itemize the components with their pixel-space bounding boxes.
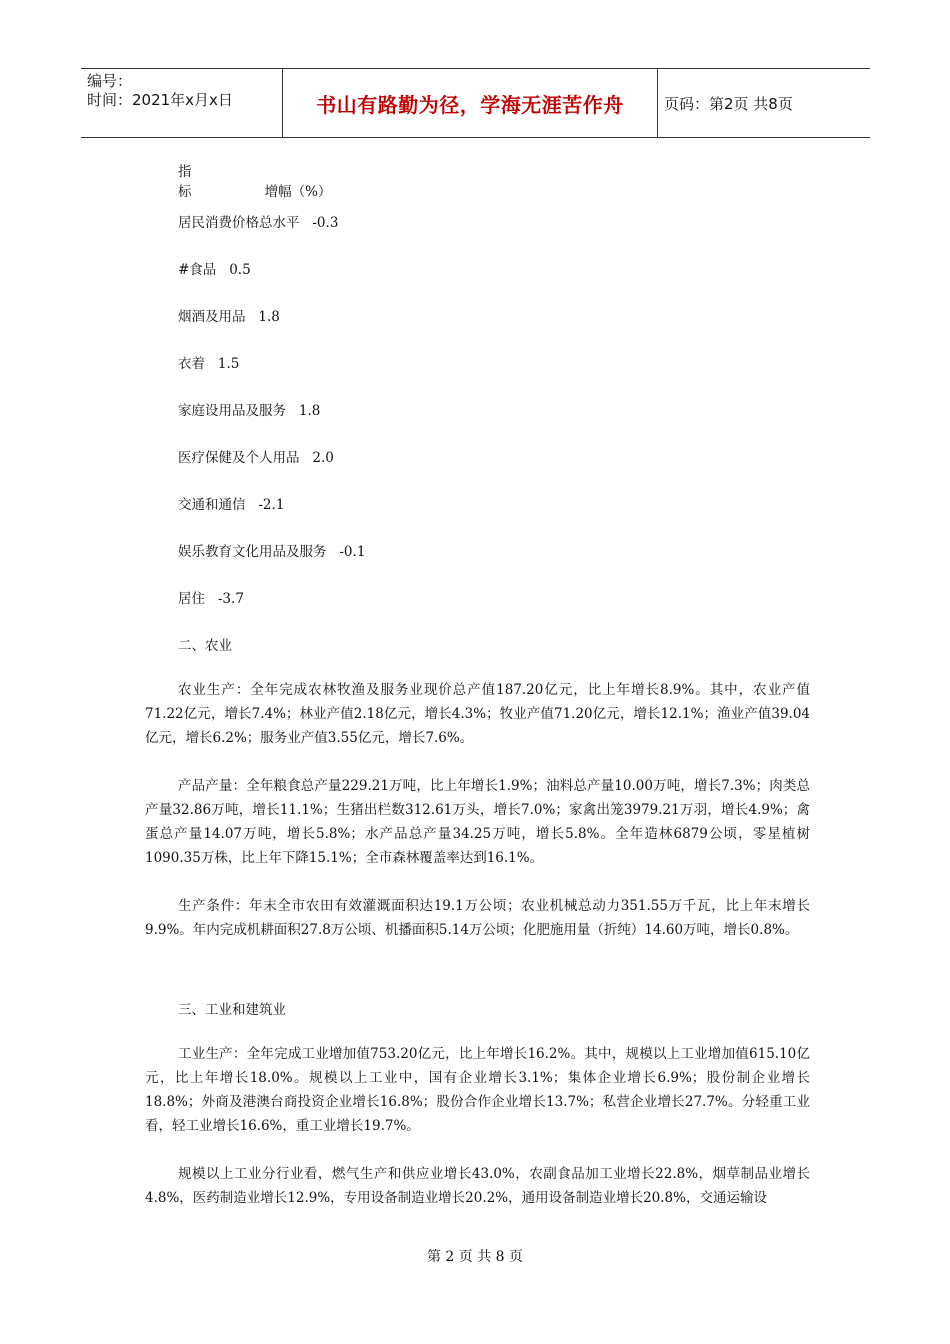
page-footer: 第 2 页 共 8 页 [426, 1249, 524, 1265]
indicator-name: 交通和通信 [178, 497, 246, 513]
indicator-name: 居民消费价格总水平 [178, 215, 300, 231]
paragraph: 产品产量：全年粮食总产量229.21万吨，比上年增长1.9%；油料总产量10.00万吨，增长7.3%；肉类总产量32.86万吨，增长11.1%；生猪出栏数312.61万头，增长7.0%；家禽出笼3979.21万羽，增长4.9%；禽蛋总产量14.07万吨，增长5.8%；水产品总产量34.25万吨，增长5.8%。全年造林6879公顷，零星植树1090.35万株，比上年下降15.1%；全市森林覆盖率达到16.1%。 [145, 778, 810, 866]
header-motto: 书山有路勤为径，学海无涯苦作舟 [316, 92, 624, 117]
header-page-info: 页码：第2页 共8页 [664, 94, 793, 113]
indicator-row [178, 587, 244, 607]
indicator-row [178, 258, 251, 278]
paragraph: 农业生产：全年完成农林牧渔及服务业现价总产值187.20亿元，比上年增长8.9%。其中，农业产值71.22亿元，增长7.4%；林业产值2.18亿元，增长4.3%；牧业产值71.20亿元，增长12.1%；渔业产值39.04亿元，增长6.2%；服务业产值3.55亿元，增长7.6%。 [145, 682, 810, 746]
indicator-column-name: 指 标 [178, 164, 219, 200]
indicator-value: -0.3 [312, 215, 339, 231]
indicator-value: -2.1 [258, 497, 285, 513]
indicator-value: 1.8 [258, 309, 280, 325]
document-code-label: 编号： [87, 72, 133, 90]
indicator-value: 2.0 [312, 450, 334, 466]
indicator-name: 家庭设用品及服务 [178, 403, 286, 419]
indicator-name: 娱乐教育文化用品及服务 [178, 544, 327, 560]
header-meta-cell [81, 69, 283, 137]
indicator-value: -0.1 [339, 544, 366, 560]
paragraph: 工业生产：全年完成工业增加值753.20亿元，比上年增长16.2%。其中，规模以上工业增加值615.10亿元，比上年增长18.0%。规模以上工业中，国有企业增长3.1%；集体企业增长6.9%；股份制企业增长18.8%；外商及港澳台商投资企业增长16.8%；股份合作企业增长13.7%；私营企业增长27.7%。分轻重工业看，轻工业增长16.6%，重工业增长19.7%。 [145, 1046, 810, 1134]
indicator-value: 1.8 [298, 403, 321, 419]
indicator-row [178, 446, 334, 466]
page-header [81, 68, 870, 138]
indicator-row [178, 399, 320, 419]
indicator-column-value: 增幅（%） [264, 184, 332, 200]
indicator-value: 0.5 [229, 262, 251, 278]
header-motto-cell [283, 69, 658, 137]
indicator-row [178, 211, 338, 231]
section-heading-agriculture: 二、农业 [178, 638, 232, 654]
indicator-name: 医疗保健及个人用品 [178, 450, 300, 466]
indicator-name: 衣着 [178, 356, 205, 372]
paragraph: 规模以上工业分行业看，燃气生产和供应业增长43.0%，农副食品加工业增长22.8%，烟草制品业增长4.8%，医药制造业增长12.9%，专用设备制造业增长20.2%，通用设备制造业增长20.8%，交通运输设 [145, 1166, 810, 1206]
paragraph: 生产条件：年末全市农田有效灌溉面积达19.1万公顷；农业机械总动力351.55万千瓦，比上年末增长9.9%。年内完成机耕面积27.8万公顷、机播面积5.14万公顷；化肥施用量（折纯）14.60万吨，增长0.8%。 [145, 898, 810, 938]
indicator-row [178, 493, 284, 513]
indicator-row [178, 305, 280, 325]
document-date-label: 时间：2021年x月x日 [87, 91, 233, 109]
indicator-name: #食品 [178, 262, 217, 278]
indicator-row [178, 540, 365, 560]
section-heading-industry: 三、工业和建筑业 [178, 1002, 286, 1018]
indicator-value: 1.5 [217, 356, 240, 372]
indicator-value: -3.7 [217, 591, 244, 607]
indicator-table-header [178, 160, 331, 200]
indicator-row [178, 352, 239, 372]
indicator-name: 烟酒及用品 [178, 309, 246, 325]
indicator-name: 居住 [178, 591, 205, 607]
